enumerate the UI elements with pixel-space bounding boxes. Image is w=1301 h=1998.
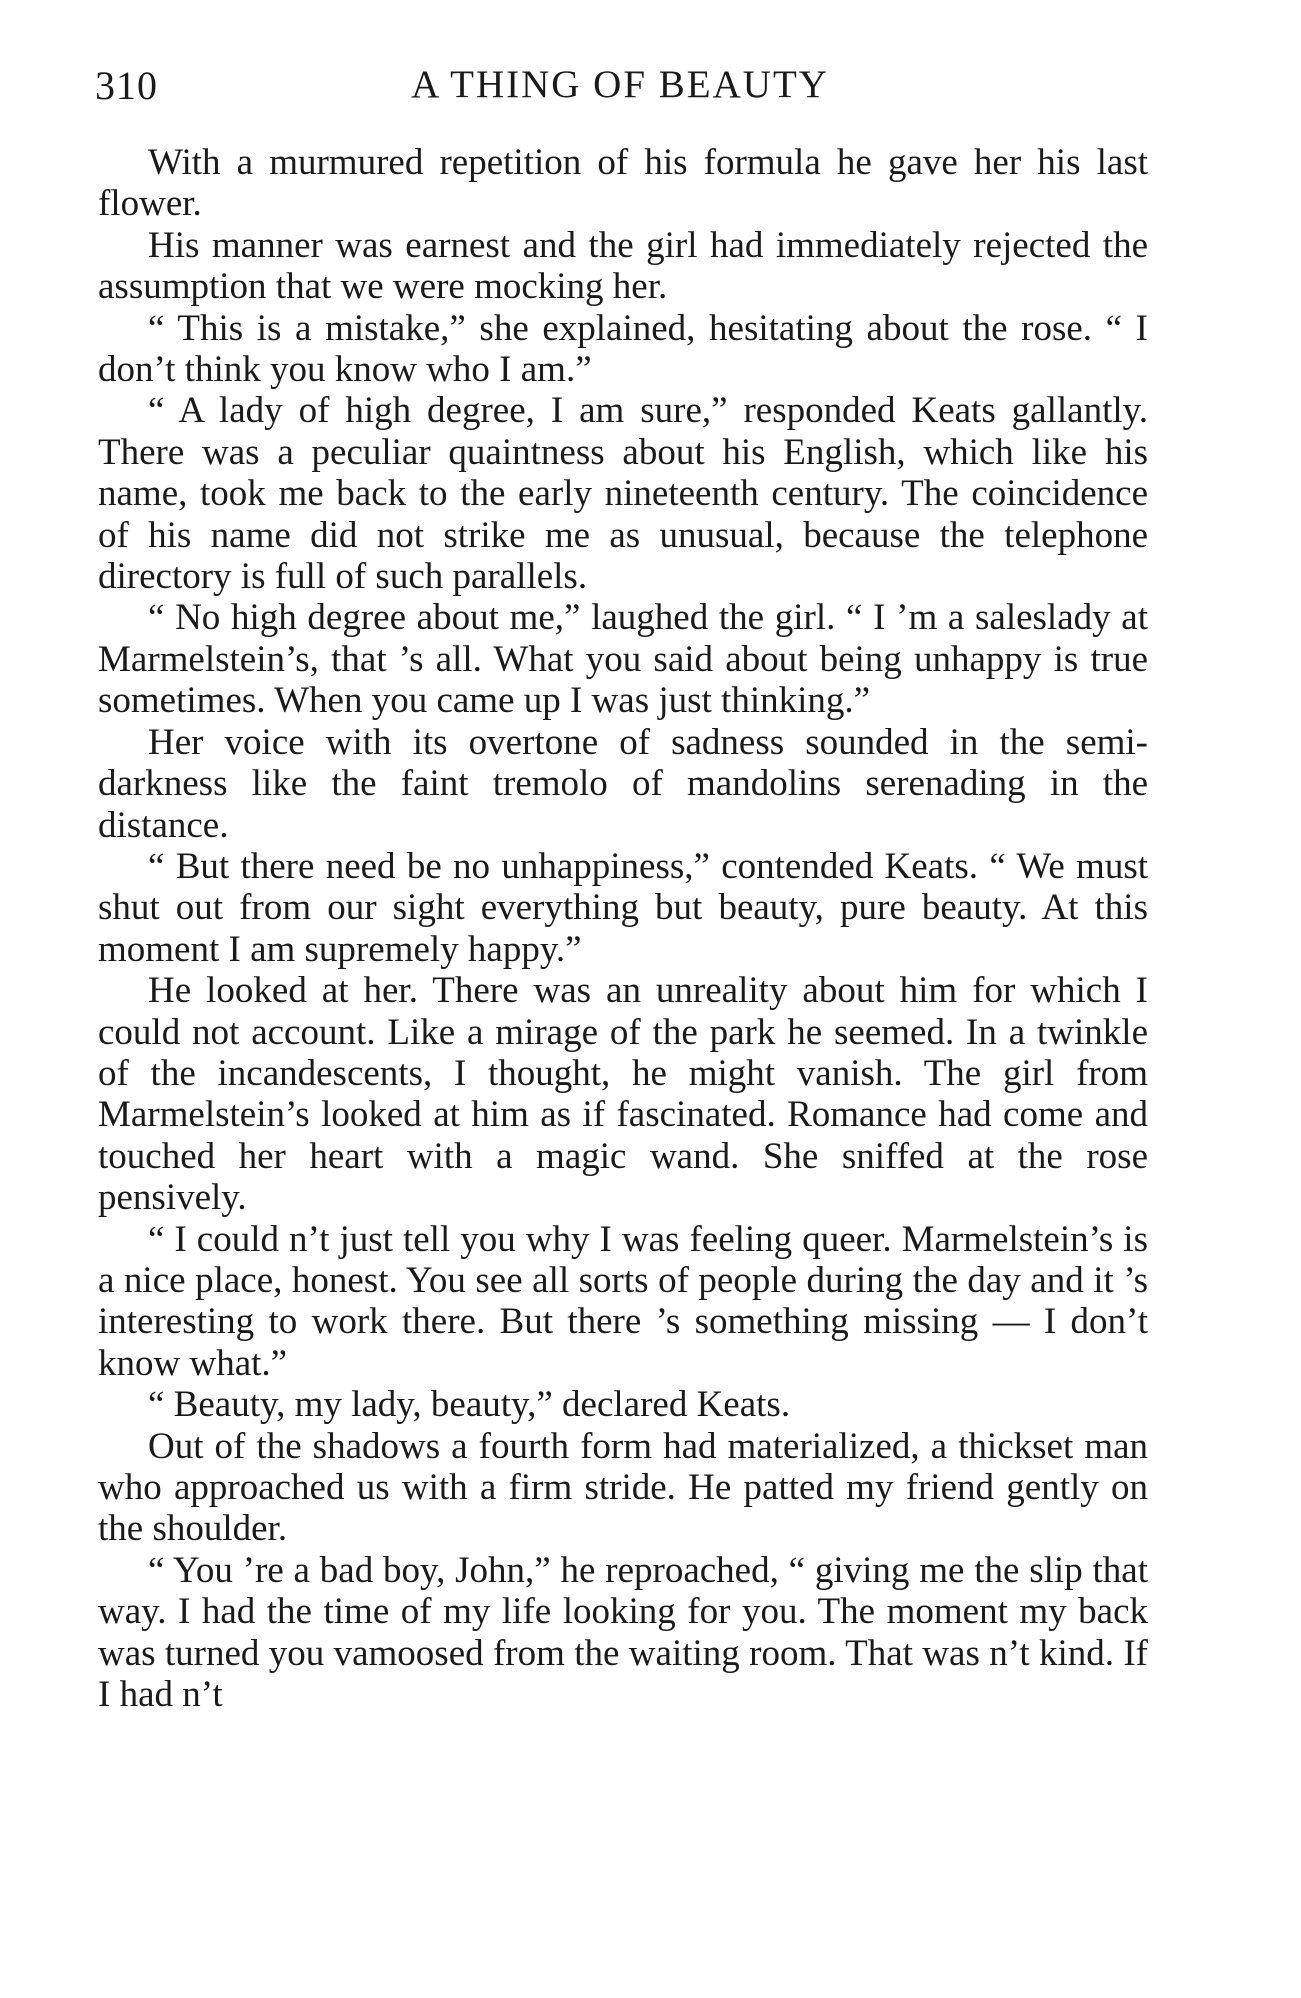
running-head bbox=[95, 62, 1145, 112]
paragraph-4: “ A lady of high degree, I am sure,” responded Keats gallantly. There was a peculiar quaintness about his English, which like his name, took me back to the early nineteenth century. The coincidence of his name did not strike me as unusual, because the telephone directory is full of such parallels. bbox=[98, 390, 1148, 598]
paragraph-11: Out of the shadows a fourth form had materialized, a thickset man who approached us with a firm stride. He patted my friend gently on the shoulder. bbox=[98, 1425, 1148, 1550]
page-number: 310 bbox=[95, 63, 158, 108]
paragraph-5: “ No high degree about me,” laughed the girl. “ I ’m a saleslady at Marmelstein’s, that ’s all. What you said about being unhappy is true sometimes. When you came up I was just thinking.” bbox=[98, 597, 1148, 722]
paragraph-8: He looked at her. There was an unreality about him for which I could not account. Like a mirage of the park he seemed. In a twinkle of the incandescents, I thought, he might vanish. The girl from Marmelstein’s looked at him as if fascinated. Romance had come and touched her heart with a magic wand. She sniffed at the rose pensively. bbox=[98, 970, 1148, 1219]
paragraph-10: “ Beauty, my lady, beauty,” declared Keats. bbox=[148, 1384, 791, 1426]
body-text bbox=[98, 142, 1148, 1715]
paragraph-7: “ But there need be no unhappiness,” contended Keats. “ We must shut out from our sight everything but beauty, pure beauty. At this moment I am supremely happy.” bbox=[98, 845, 1148, 970]
paragraph-12: “ You ’re a bad boy, John,” he reproached, “ giving me the slip that way. I had the time of my life looking for you. The moment my back was turned you vamoosed from the waiting room. That was n’t kind. If I had n’t bbox=[98, 1549, 1148, 1716]
paragraph-2: His manner was earnest and the girl had immediately rejected the assumption that we were mocking her. bbox=[98, 224, 1148, 308]
running-title: A THING OF BEAUTY bbox=[411, 63, 829, 106]
paragraph-3: “ This is a mistake,” she explained, hesitating about the rose. “ I don’t think you know who I am.” bbox=[98, 307, 1148, 391]
paragraph-1: With a murmured repetition of his formula he gave her his last flower. bbox=[98, 142, 1148, 225]
paragraph-6: Her voice with its overtone of sadness sounded in the semi-darkness like the faint tremolo of mandolins serenading in the distance. bbox=[98, 721, 1148, 846]
paragraph-9: “ I could n’t just tell you why I was feeling queer. Marmelstein’s is a nice place, honest. You see all sorts of people during the day and it ’s interesting to work there. But there ’s something missing — I don’t know what.” bbox=[98, 1218, 1148, 1384]
